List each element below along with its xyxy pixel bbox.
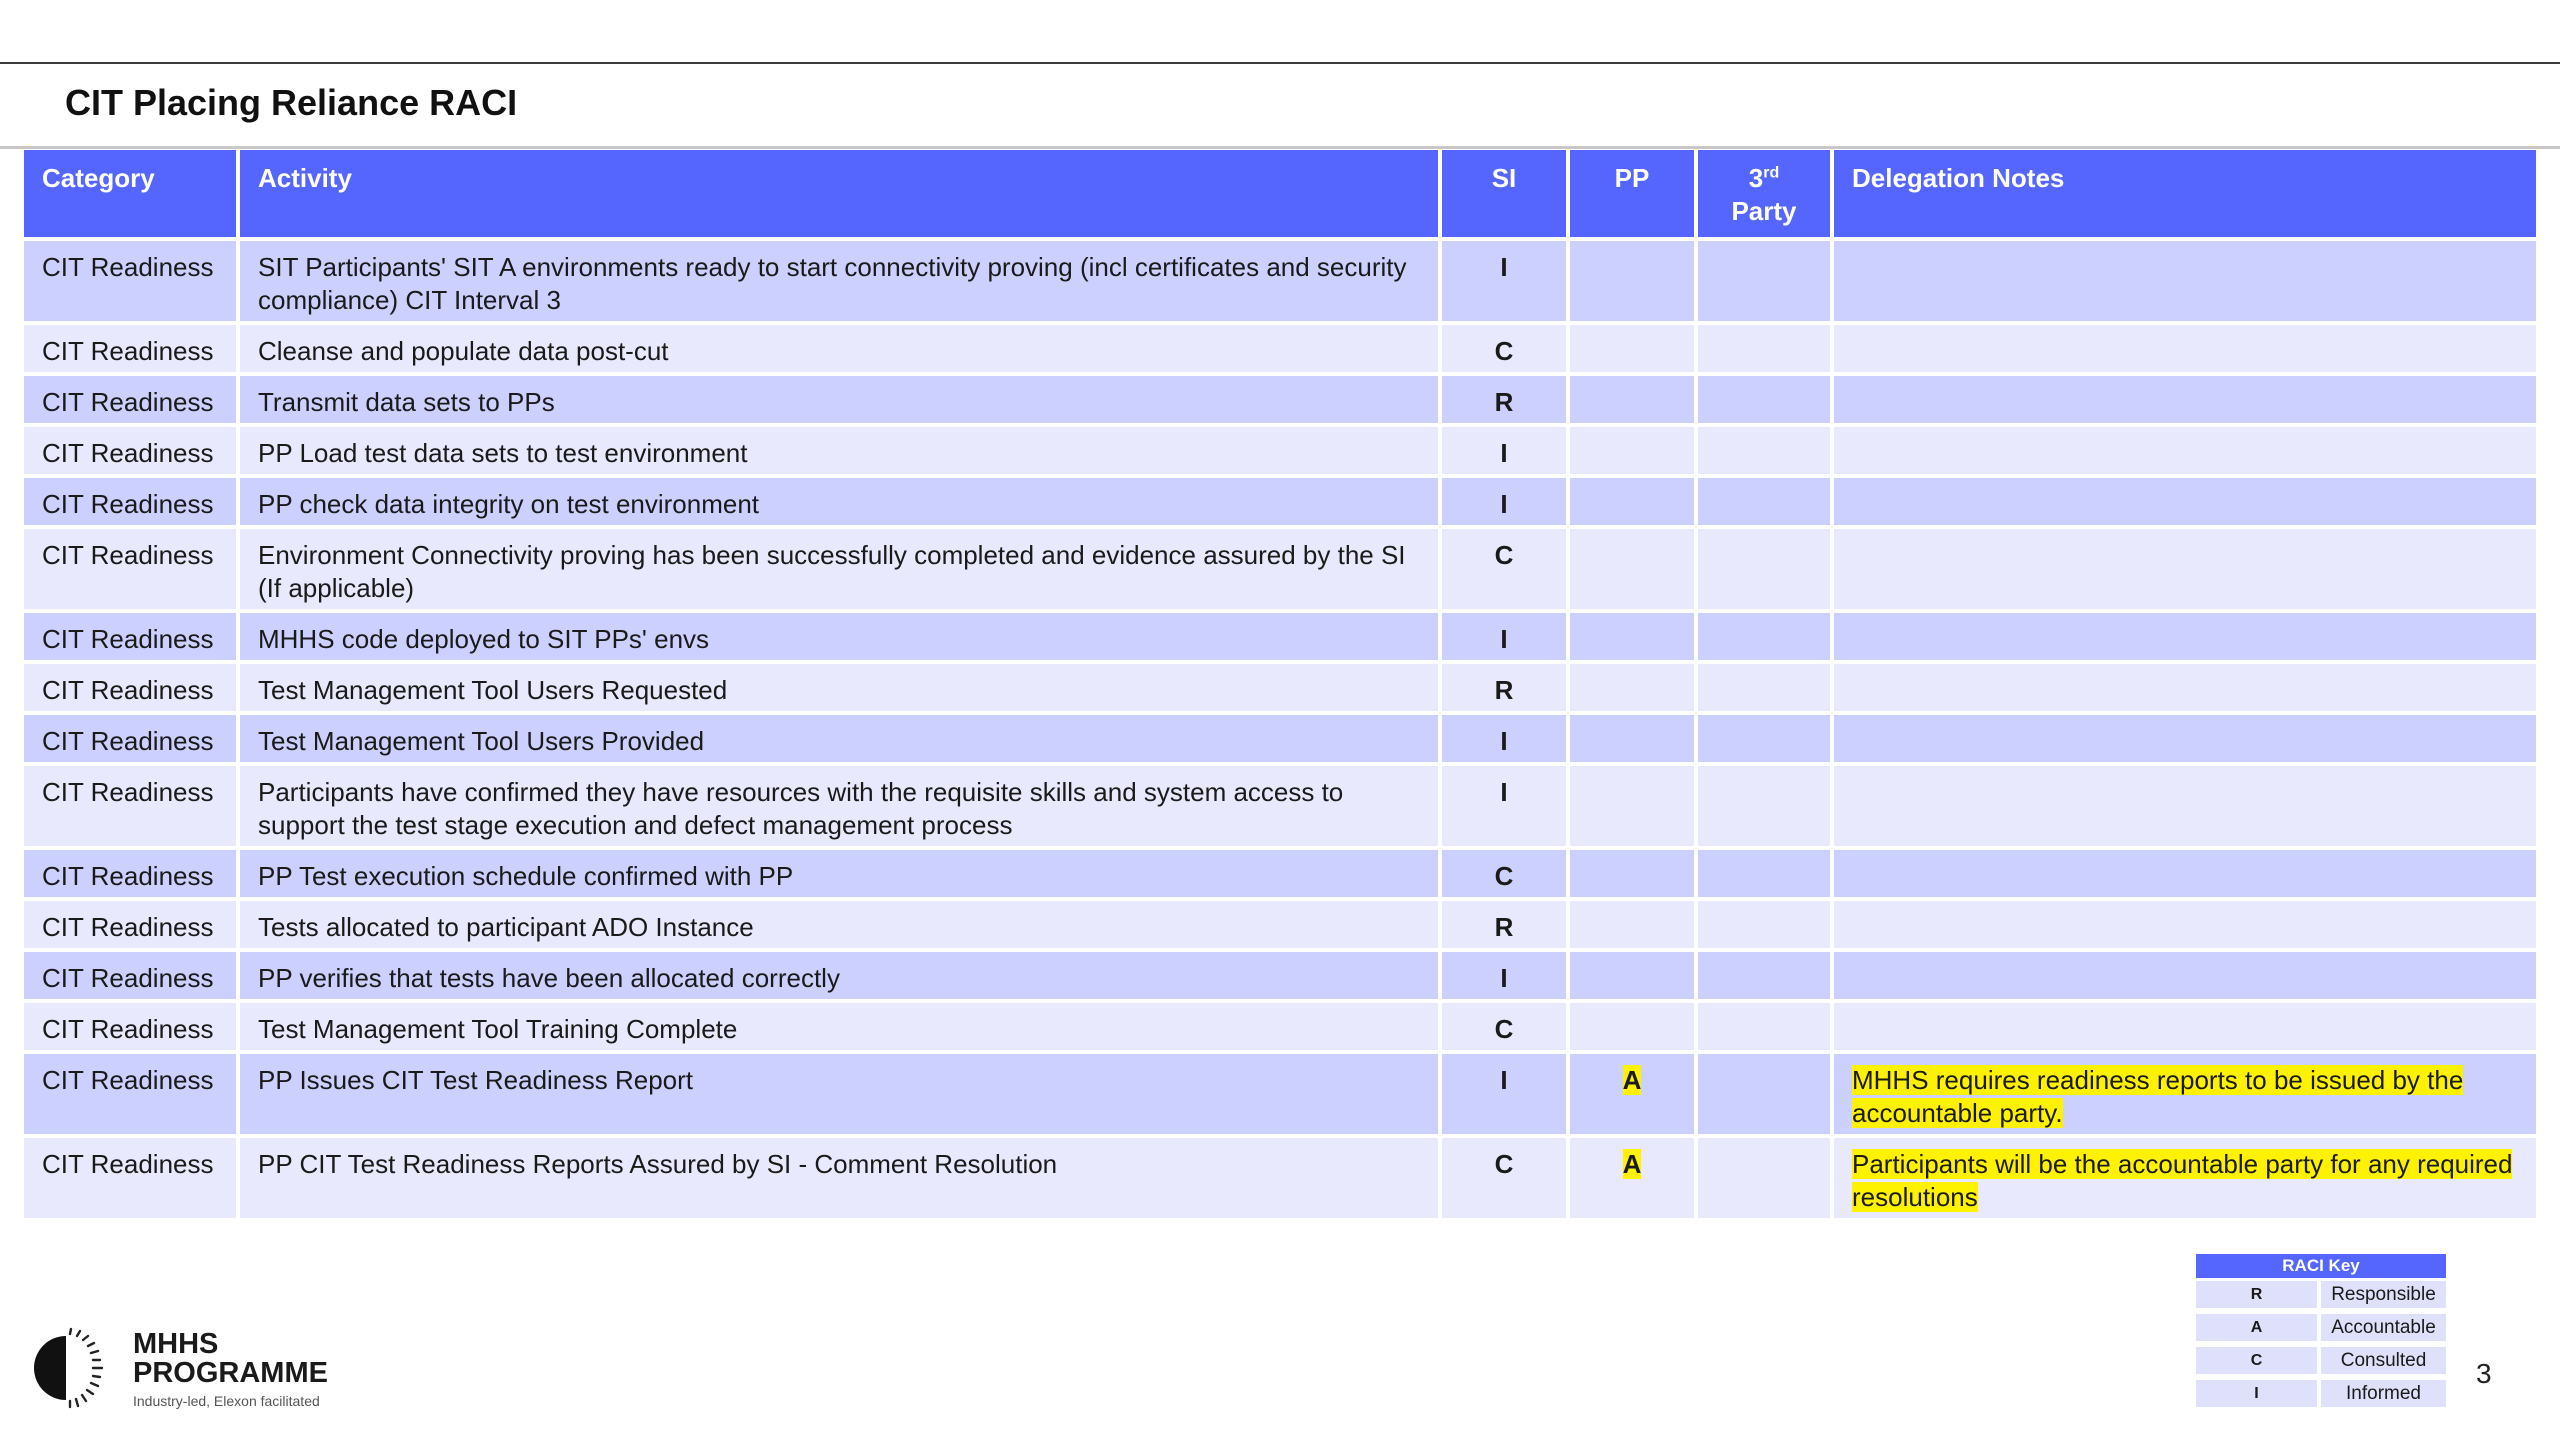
- cell-pp: [1570, 376, 1698, 427]
- cell-activity-text: Test Management Tool Users Requested: [258, 675, 728, 705]
- cell-si-text: I: [1500, 489, 1508, 519]
- cell-third-party: [1698, 952, 1834, 1003]
- cell-pp-text: A: [1622, 1065, 1642, 1095]
- cell-delegation-notes: [1834, 1138, 2536, 1222]
- cell-third-party: [1698, 901, 1834, 952]
- cell-category-text: CIT Readiness: [42, 912, 214, 942]
- cell-pp: [1570, 664, 1698, 715]
- table-row: [24, 1138, 2536, 1222]
- cell-third-party: [1698, 376, 1834, 427]
- cell-activity: [240, 478, 1442, 529]
- cell-si: [1442, 766, 1570, 850]
- cell-si: [1442, 529, 1570, 613]
- table-row: [24, 901, 2536, 952]
- cell-category: [24, 376, 240, 427]
- header-delegation-notes: Delegation Notes: [1834, 150, 2536, 241]
- cell-si: [1442, 1138, 1570, 1222]
- cell-delegation-notes: [1834, 952, 2536, 1003]
- raci-key-row: [2196, 1347, 2446, 1380]
- cell-delegation-notes: [1834, 376, 2536, 427]
- cell-activity: [240, 1054, 1442, 1138]
- cell-pp: [1570, 241, 1698, 325]
- cell-pp: [1570, 715, 1698, 766]
- raci-key-meaning: Informed: [2321, 1380, 2446, 1413]
- cell-category: [24, 241, 240, 325]
- cell-activity-text: MHHS code deployed to SIT PPs' envs: [258, 624, 710, 654]
- cell-si-text: R: [1494, 912, 1514, 942]
- cell-activity-text: PP CIT Test Readiness Reports Assured by SI - Comment Resolution: [258, 1149, 1058, 1179]
- cell-si-text: I: [1500, 777, 1508, 807]
- cell-activity: [240, 325, 1442, 376]
- cell-third-party: [1698, 766, 1834, 850]
- cell-third-party: [1698, 1138, 1834, 1222]
- cell-activity: [240, 241, 1442, 325]
- cell-activity: [240, 664, 1442, 715]
- header-third-party-num: 3: [1748, 163, 1764, 193]
- cell-activity-text: PP check data integrity on test environment: [258, 489, 760, 519]
- raci-key-row: [2196, 1281, 2446, 1314]
- cell-si-text: I: [1500, 963, 1508, 993]
- cell-category: [24, 325, 240, 376]
- cell-si: [1442, 241, 1570, 325]
- cell-delegation-notes: [1834, 664, 2536, 715]
- cell-activity-text: Cleanse and populate data post-cut: [258, 336, 669, 366]
- cell-delegation-notes: [1834, 715, 2536, 766]
- table-row: [24, 766, 2536, 850]
- cell-activity-text: Test Management Tool Users Provided: [258, 726, 705, 756]
- raci-key-row: [2196, 1380, 2446, 1413]
- header-category: Category: [24, 150, 240, 241]
- cell-delegation-notes: [1834, 766, 2536, 850]
- cell-delegation-notes: [1834, 241, 2536, 325]
- cell-pp: [1570, 478, 1698, 529]
- cell-category: [24, 478, 240, 529]
- cell-activity-text: Transmit data sets to PPs: [258, 387, 555, 417]
- raci-key-meaning: Responsible: [2321, 1281, 2446, 1314]
- cell-category: [24, 1138, 240, 1222]
- mhhs-logo-icon: [24, 1326, 108, 1410]
- cell-activity: [240, 715, 1442, 766]
- cell-activity: [240, 427, 1442, 478]
- cell-activity: [240, 901, 1442, 952]
- table-row: [24, 952, 2536, 1003]
- cell-category-text: CIT Readiness: [42, 1014, 214, 1044]
- header-pp: PP: [1570, 150, 1698, 241]
- cell-activity-text: PP Load test data sets to test environment: [258, 438, 748, 468]
- cell-third-party: [1698, 427, 1834, 478]
- cell-si-text: R: [1494, 387, 1514, 417]
- cell-third-party: [1698, 529, 1834, 613]
- header-activity: Activity: [240, 150, 1442, 241]
- cell-category-text: CIT Readiness: [42, 624, 214, 654]
- cell-third-party: [1698, 241, 1834, 325]
- cell-category: [24, 1054, 240, 1138]
- cell-delegation-notes: [1834, 325, 2536, 376]
- cell-activity-text: PP verifies that tests have been allocated correctly: [258, 963, 840, 993]
- raci-key-row: [2196, 1314, 2446, 1347]
- cell-si-text: R: [1494, 675, 1514, 705]
- brand-name: [133, 1330, 328, 1388]
- cell-delegation-notes-text: MHHS requires readiness reports to be issued by the accountable party.: [1852, 1065, 2464, 1128]
- raci-key-letter: I: [2196, 1380, 2321, 1413]
- cell-delegation-notes: [1834, 901, 2536, 952]
- raci-key-meaning: Consulted: [2321, 1347, 2446, 1380]
- brand-tagline: Industry-led, Elexon facilitated: [133, 1393, 320, 1409]
- table-row: [24, 427, 2536, 478]
- cell-si-text: C: [1494, 336, 1514, 366]
- table-row: [24, 325, 2536, 376]
- cell-si: [1442, 613, 1570, 664]
- raci-key-title: RACI Key: [2196, 1254, 2446, 1281]
- cell-si: [1442, 1003, 1570, 1054]
- cell-si-text: C: [1494, 1014, 1514, 1044]
- cell-si-text: C: [1494, 540, 1514, 570]
- cell-third-party: [1698, 664, 1834, 715]
- cell-si-text: I: [1500, 726, 1508, 756]
- table-row: [24, 1054, 2536, 1138]
- cell-activity: [240, 613, 1442, 664]
- cell-si-text: I: [1500, 438, 1508, 468]
- cell-category-text: CIT Readiness: [42, 336, 214, 366]
- cell-si: [1442, 664, 1570, 715]
- cell-delegation-notes: [1834, 1054, 2536, 1138]
- cell-delegation-notes: [1834, 613, 2536, 664]
- cell-category-text: CIT Readiness: [42, 963, 214, 993]
- header-third-party-sup: rd: [1763, 164, 1780, 182]
- cell-activity: [240, 1138, 1442, 1222]
- cell-category-text: CIT Readiness: [42, 861, 214, 891]
- cell-category: [24, 427, 240, 478]
- cell-category: [24, 613, 240, 664]
- cell-activity-text: PP Test execution schedule confirmed with PP: [258, 861, 794, 891]
- table-row: [24, 1003, 2536, 1054]
- raci-key-letter: R: [2196, 1281, 2321, 1314]
- cell-pp: [1570, 325, 1698, 376]
- table-row: [24, 664, 2536, 715]
- cell-category-text: CIT Readiness: [42, 489, 214, 519]
- cell-pp: [1570, 529, 1698, 613]
- cell-category-text: CIT Readiness: [42, 540, 214, 570]
- cell-si: [1442, 376, 1570, 427]
- top-rule: [0, 62, 2560, 64]
- cell-category-text: CIT Readiness: [42, 726, 214, 756]
- cell-pp: [1570, 1138, 1698, 1222]
- cell-delegation-notes-text: Participants will be the accountable party for any required resolutions: [1852, 1149, 2513, 1212]
- cell-third-party: [1698, 715, 1834, 766]
- cell-third-party: [1698, 1054, 1834, 1138]
- cell-pp: [1570, 1054, 1698, 1138]
- cell-third-party: [1698, 613, 1834, 664]
- cell-activity-text: Test Management Tool Training Complete: [258, 1014, 738, 1044]
- cell-pp: [1570, 613, 1698, 664]
- header-third-party-word: Party: [1731, 196, 1797, 226]
- table-row: [24, 478, 2536, 529]
- page-number: 3: [2476, 1358, 2492, 1389]
- cell-pp: [1570, 1003, 1698, 1054]
- cell-third-party: [1698, 478, 1834, 529]
- cell-activity-text: Environment Connectivity proving has been successfully completed and evidence assured by the SI (If applicable): [258, 540, 1406, 603]
- cell-activity: [240, 766, 1442, 850]
- cell-category: [24, 766, 240, 850]
- cell-pp: [1570, 427, 1698, 478]
- table-header-row: [24, 150, 2536, 241]
- cell-si-text: I: [1500, 252, 1508, 282]
- cell-delegation-notes: [1834, 1003, 2536, 1054]
- cell-si: [1442, 901, 1570, 952]
- cell-category-text: CIT Readiness: [42, 252, 214, 282]
- cell-category: [24, 850, 240, 901]
- table-row: [24, 376, 2536, 427]
- cell-delegation-notes: [1834, 478, 2536, 529]
- cell-activity: [240, 952, 1442, 1003]
- cell-delegation-notes: [1834, 850, 2536, 901]
- cell-category-text: CIT Readiness: [42, 1065, 214, 1095]
- cell-activity: [240, 1003, 1442, 1054]
- cell-third-party: [1698, 1003, 1834, 1054]
- cell-third-party: [1698, 325, 1834, 376]
- cell-third-party: [1698, 850, 1834, 901]
- cell-si: [1442, 850, 1570, 901]
- cell-category: [24, 952, 240, 1003]
- cell-category-text: CIT Readiness: [42, 438, 214, 468]
- cell-si-text: C: [1494, 861, 1514, 891]
- cell-si: [1442, 715, 1570, 766]
- cell-si-text: C: [1494, 1149, 1514, 1179]
- cell-category-text: CIT Readiness: [42, 1149, 214, 1179]
- table-row: [24, 241, 2536, 325]
- cell-pp-text: A: [1622, 1149, 1642, 1179]
- cell-si-text: I: [1500, 1065, 1508, 1095]
- cell-si: [1442, 952, 1570, 1003]
- table-row: [24, 613, 2536, 664]
- cell-si: [1442, 427, 1570, 478]
- cell-pp: [1570, 766, 1698, 850]
- title-rule: [0, 146, 2560, 149]
- cell-category: [24, 664, 240, 715]
- cell-activity: [240, 850, 1442, 901]
- slide-title: CIT Placing Reliance RACI: [65, 82, 518, 123]
- cell-category: [24, 1003, 240, 1054]
- cell-pp: [1570, 952, 1698, 1003]
- cell-si: [1442, 478, 1570, 529]
- cell-activity: [240, 529, 1442, 613]
- raci-key-meaning: Accountable: [2321, 1314, 2446, 1347]
- cell-activity: [240, 376, 1442, 427]
- raci-key-letter: C: [2196, 1347, 2321, 1380]
- cell-activity-text: Participants have confirmed they have resources with the requisite skills and system access to support the test stage execution and defect management process: [258, 777, 1344, 840]
- raci-key-letter: A: [2196, 1314, 2321, 1347]
- brand-name-line2: PROGRAMME: [133, 1357, 328, 1389]
- cell-si: [1442, 1054, 1570, 1138]
- cell-activity-text: SIT Participants' SIT A environments ready to start connectivity proving (incl certificates and security compliance) CIT Interval 3: [258, 252, 1407, 315]
- table-row: [24, 715, 2536, 766]
- brand-name-line1: MHHS: [133, 1328, 219, 1360]
- table-row: [24, 529, 2536, 613]
- header-third-party: [1698, 150, 1834, 241]
- cell-delegation-notes: [1834, 529, 2536, 613]
- raci-key: [2196, 1254, 2446, 1413]
- cell-category: [24, 715, 240, 766]
- cell-activity-text: PP Issues CIT Test Readiness Report: [258, 1065, 693, 1095]
- cell-category-text: CIT Readiness: [42, 387, 214, 417]
- cell-category-text: CIT Readiness: [42, 777, 214, 807]
- cell-activity-text: Tests allocated to participant ADO Instance: [258, 912, 754, 942]
- table-row: [24, 850, 2536, 901]
- cell-pp: [1570, 850, 1698, 901]
- cell-delegation-notes: [1834, 427, 2536, 478]
- cell-category: [24, 901, 240, 952]
- raci-table: [24, 150, 2536, 1222]
- header-si: SI: [1442, 150, 1570, 241]
- cell-pp: [1570, 901, 1698, 952]
- cell-category: [24, 529, 240, 613]
- cell-category-text: CIT Readiness: [42, 675, 214, 705]
- cell-si-text: I: [1500, 624, 1508, 654]
- cell-si: [1442, 325, 1570, 376]
